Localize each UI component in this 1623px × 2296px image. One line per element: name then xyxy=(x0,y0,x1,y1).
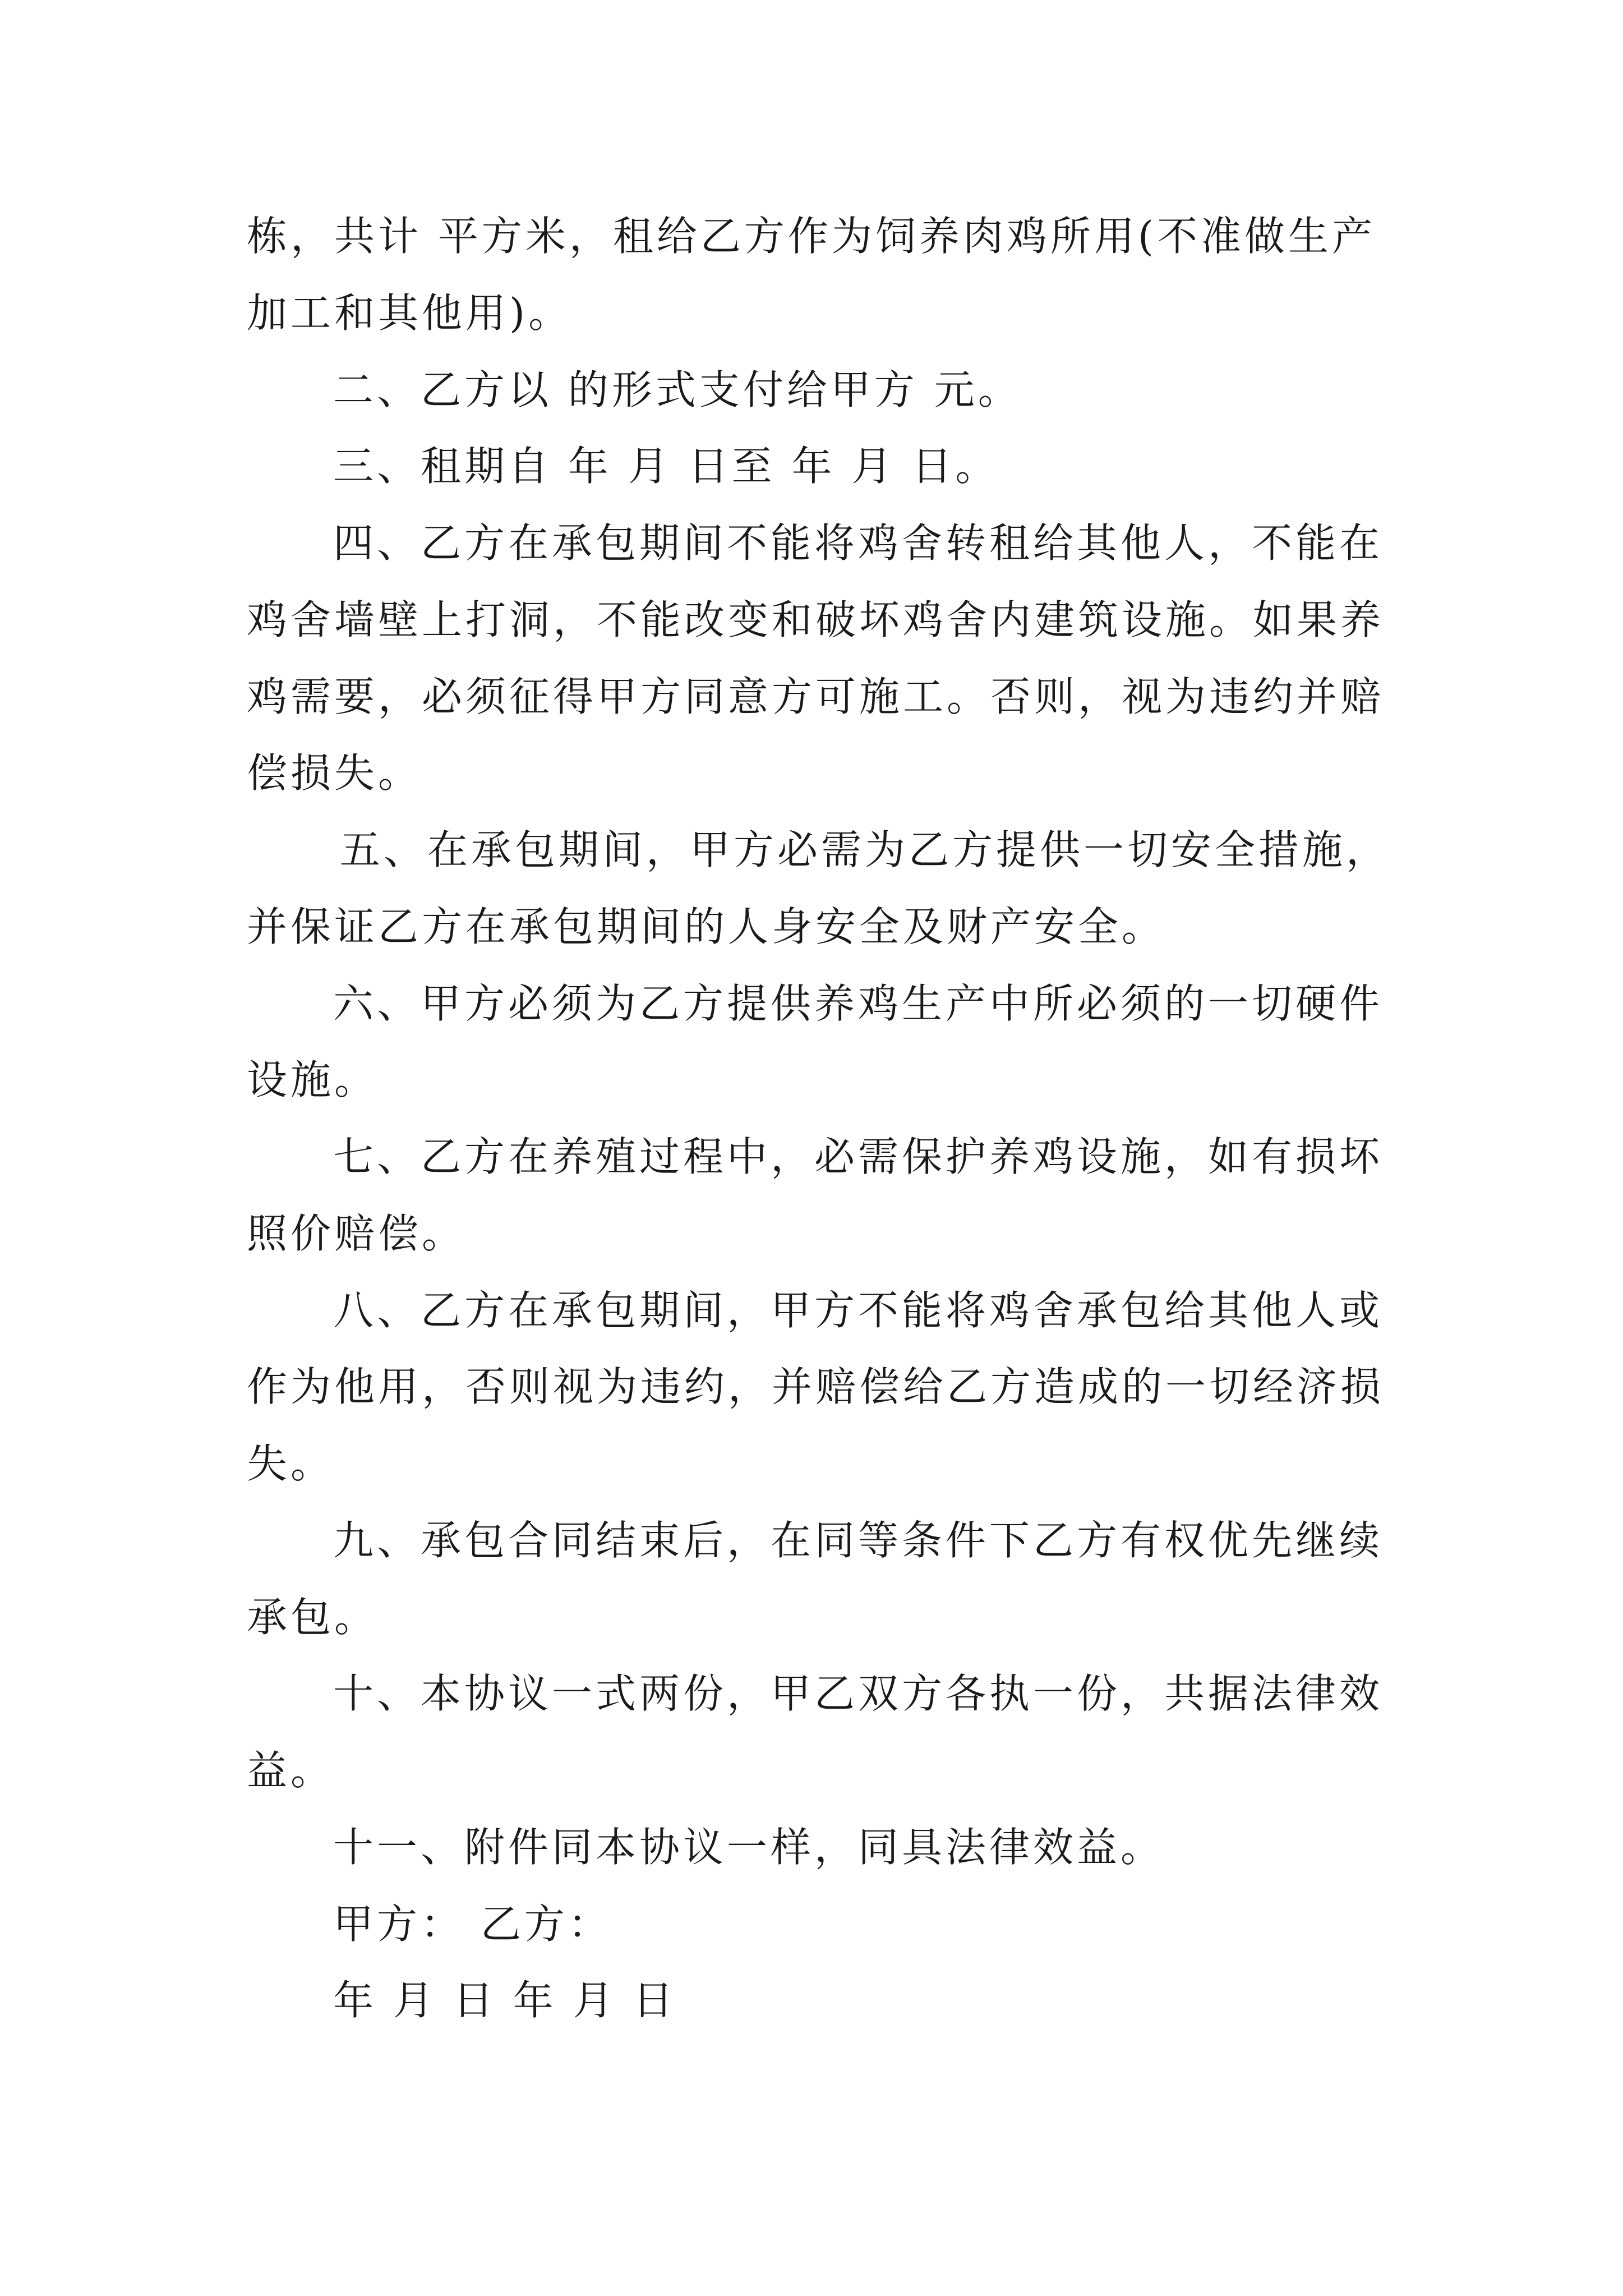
clause-3: 三、租期自 年 月 日至 年 月 日。 xyxy=(333,443,999,490)
clause-1-continued-line-2: 加工和其他用)。 xyxy=(247,289,573,337)
clause-5-line-2: 并保证乙方在承包期间的人身安全及财产安全。 xyxy=(247,903,1166,950)
clause-4-line-4: 偿损失。 xyxy=(247,749,422,797)
clause-9-line-2: 承包。 xyxy=(247,1594,379,1641)
clause-6-line-2: 设施。 xyxy=(247,1056,379,1103)
clause-1-continued-line-1: 栋，共计 平方米，租给乙方作为饲养肉鸡所用(不准做生产 xyxy=(247,213,1376,260)
clause-4-line-2: 鸡舍墙壁上打洞，不能改变和破坏鸡舍内建筑设施。如果养 xyxy=(247,596,1385,643)
clause-7-line-2: 照价赔偿。 xyxy=(247,1210,466,1257)
clause-7-line-1: 七、乙方在养殖过程中，必需保护养鸡设施，如有损坏 xyxy=(333,1133,1384,1180)
clause-9-line-1: 九、承包合同结束后，在同等条件下乙方有权优先继续 xyxy=(333,1517,1384,1564)
clause-10-line-1: 十、本协议一式两份，甲乙双方各执一份，共据法律效 xyxy=(333,1670,1384,1717)
clause-2: 二、乙方以 的形式支付给甲方 元。 xyxy=(333,366,1022,413)
clause-4-line-1: 四、乙方在承包期间不能将鸡舍转租给其他人，不能在 xyxy=(333,519,1384,567)
signature-parties: 甲方： 乙方： xyxy=(333,1901,612,1948)
clause-8-line-2: 作为他用，否则视为违约，并赔偿给乙方造成的一切经济损 xyxy=(247,1363,1385,1410)
clause-8-line-3: 失。 xyxy=(247,1440,335,1487)
signature-dates: 年 月 日 年 月 日 xyxy=(333,1977,677,2024)
clause-5-line-1: 五、在承包期间，甲方必需为乙方提供一切安全措施， xyxy=(340,826,1390,873)
clause-10-line-2: 益。 xyxy=(247,1747,335,1794)
clause-4-line-3: 鸡需要，必须征得甲方同意方可施工。否则，视为违约并赔 xyxy=(247,673,1385,720)
clause-6-line-1: 六、甲方必须为乙方提供养鸡生产中所必须的一切硬件 xyxy=(333,980,1384,1027)
clause-11: 十一、附件同本协议一样，同具法律效益。 xyxy=(333,1824,1165,1871)
clause-8-line-1: 八、乙方在承包期间，甲方不能将鸡舍承包给其他人或 xyxy=(333,1287,1384,1334)
